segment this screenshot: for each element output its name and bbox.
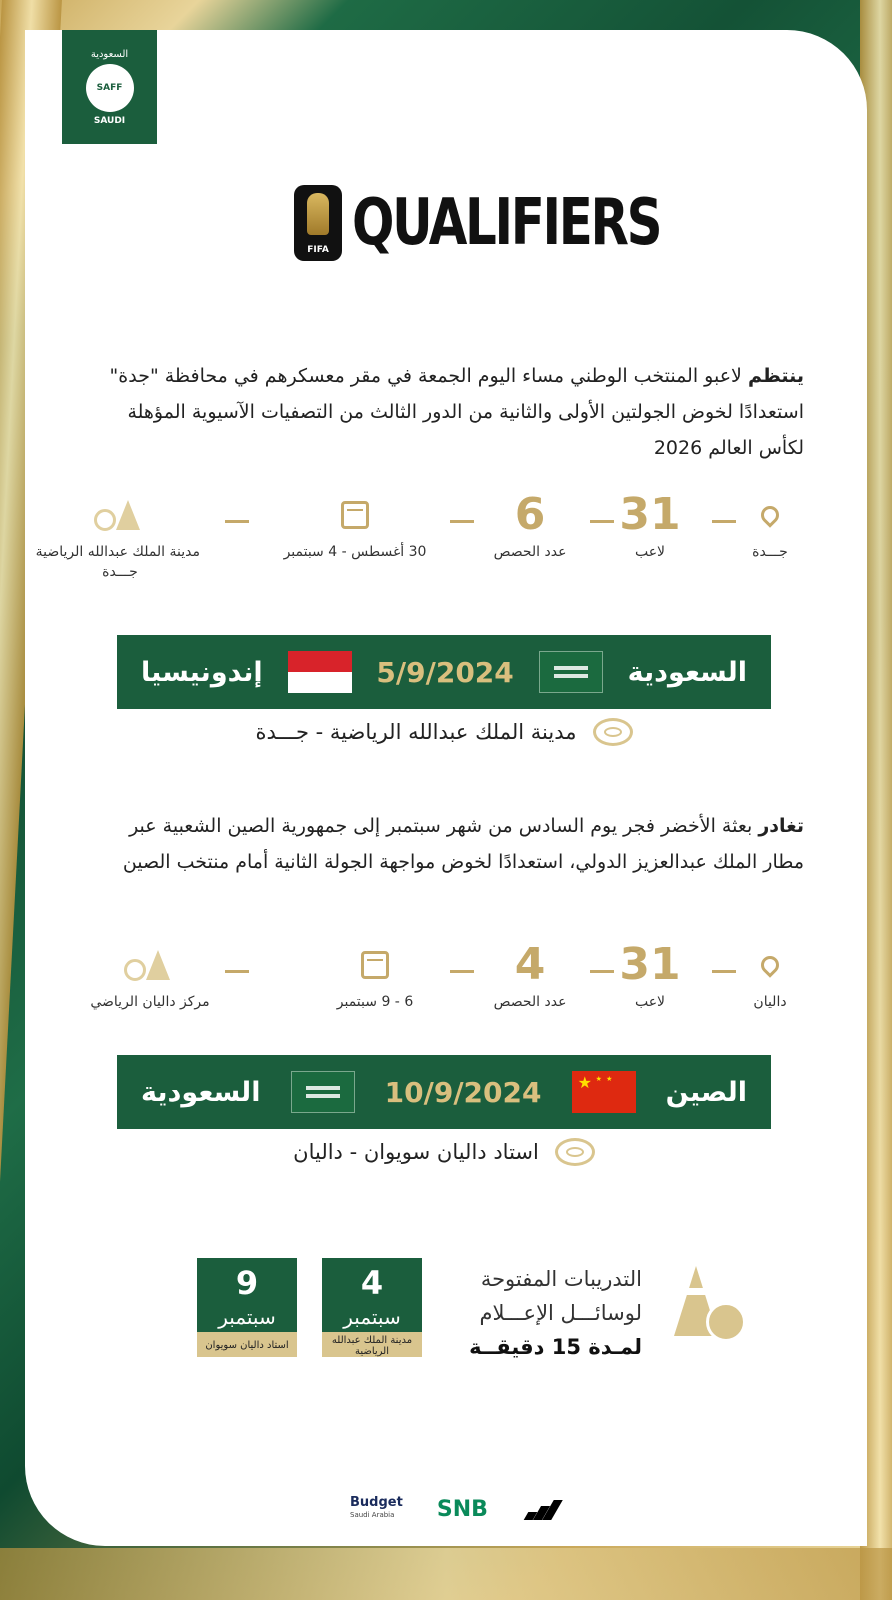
cone-icon: [146, 950, 170, 980]
saudi-flag-icon: [291, 1071, 355, 1113]
training-info: التدريبات المفتوحة لوسائـــل الإعـــلام لمـدة 15 دقيقــة: [469, 1267, 642, 1359]
section2-lead: تغادر: [758, 815, 804, 837]
section2-paragraph: [84, 808, 804, 880]
match1-home-team: السعودية: [627, 656, 747, 688]
qualifiers-logo: [294, 183, 747, 263]
section2-text: بعثة الأخضر فجر يوم السادس من شهر سبتمبر إلى جمهورية الصين الشعبية عبر مطار الملك عبدالعزيز الدولي، استعدادًا لخوض مواجهة الجولة الثانية أمام منتخب الصين: [122, 815, 804, 873]
stat-players: 31 لاعب: [619, 489, 681, 560]
stat-players: 31 لاعب: [619, 939, 681, 1010]
match2-away-team: السعودية: [141, 1076, 261, 1108]
stat-sessions: 6 عدد الحصص: [493, 489, 567, 560]
budget-logo: Budget Saudi Arabia: [350, 1495, 403, 1519]
match1-date: 5/9/2024: [376, 655, 514, 689]
calendar-icon: [361, 951, 389, 979]
adidas-logo: [522, 1498, 560, 1520]
match1-away-team: إندونيسيا: [141, 656, 263, 688]
ball-icon: [94, 509, 116, 531]
stat-venue: مركز داليان الرياضي: [70, 940, 230, 1010]
match2-date: 10/9/2024: [384, 1075, 542, 1109]
separator: [590, 520, 614, 523]
stat-location: جـــدة: [730, 490, 810, 560]
separator: [712, 970, 736, 973]
indonesia-flag-icon: [288, 651, 352, 693]
location-pin-icon: [757, 952, 782, 977]
stadium-icon: [593, 718, 633, 746]
snb-logo: SNB: [436, 1496, 488, 1522]
training-date-card: 9 سبتمبر استاد داليان سويوان: [197, 1258, 297, 1357]
stat-venue: مدينة الملك عبدالله الرياضية جـــدة: [40, 490, 200, 580]
match2-home-team: الصين: [665, 1076, 747, 1108]
section2-stats: [40, 940, 820, 1040]
calendar-icon: [341, 501, 369, 529]
federation-logo: [62, 30, 157, 144]
training-cone-ball-icon: [668, 1262, 748, 1346]
falcon-icon: SAFF: [86, 64, 134, 112]
training-date-card: 4 سبتمبر مدينة الملك عبدالله الرياضية: [322, 1258, 422, 1357]
section1-text: لاعبو المنتخب الوطني مساء اليوم الجمعة في مقر معسكرهم في محافظة "جدة" استعدادًا لخوض الجولتين الأولى والثانية من الدور الثالث من التصفيات الآسيوية المؤهلة لكأس العالم 2026: [109, 365, 804, 459]
world-cup-trophy-icon: [294, 185, 342, 261]
match2-banner: [117, 1055, 771, 1129]
match1-venue: مدينة الملك عبدالله الرياضية - جـــدة: [117, 718, 771, 746]
section1-lead: ينتظم: [747, 365, 804, 387]
stat-location: داليان: [730, 940, 810, 1010]
saudi-flag-icon: [539, 651, 603, 693]
separator: [225, 520, 249, 523]
match1-banner: [117, 635, 771, 709]
cone-icon: [116, 500, 140, 530]
match2-venue: استاد داليان سويوان - داليان: [117, 1138, 771, 1166]
stat-dates: 6 - 9 سبتمبر: [310, 940, 440, 1010]
location-pin-icon: [757, 502, 782, 527]
gold-band-bottom: [0, 1548, 892, 1600]
fifa-label: FIFA: [307, 245, 329, 255]
separator: [712, 520, 736, 523]
qualifiers-title: QUALIFIERS: [352, 186, 661, 260]
stat-sessions: 4 عدد الحصص: [493, 939, 567, 1010]
stadium-icon: [555, 1138, 595, 1166]
ball-icon: [124, 959, 146, 981]
sponsor-logos: [350, 1494, 560, 1524]
separator: [450, 970, 474, 973]
section1-paragraph: [84, 358, 804, 466]
separator: [450, 520, 474, 523]
federation-name-en: SAUDI: [93, 115, 126, 126]
separator: [590, 970, 614, 973]
china-flag-icon: [572, 1071, 636, 1113]
section1-stats: [35, 489, 820, 590]
federation-name-ar: السعودية: [90, 48, 129, 60]
stat-dates: 30 أغسطس - 4 سبتمبر: [270, 490, 440, 560]
